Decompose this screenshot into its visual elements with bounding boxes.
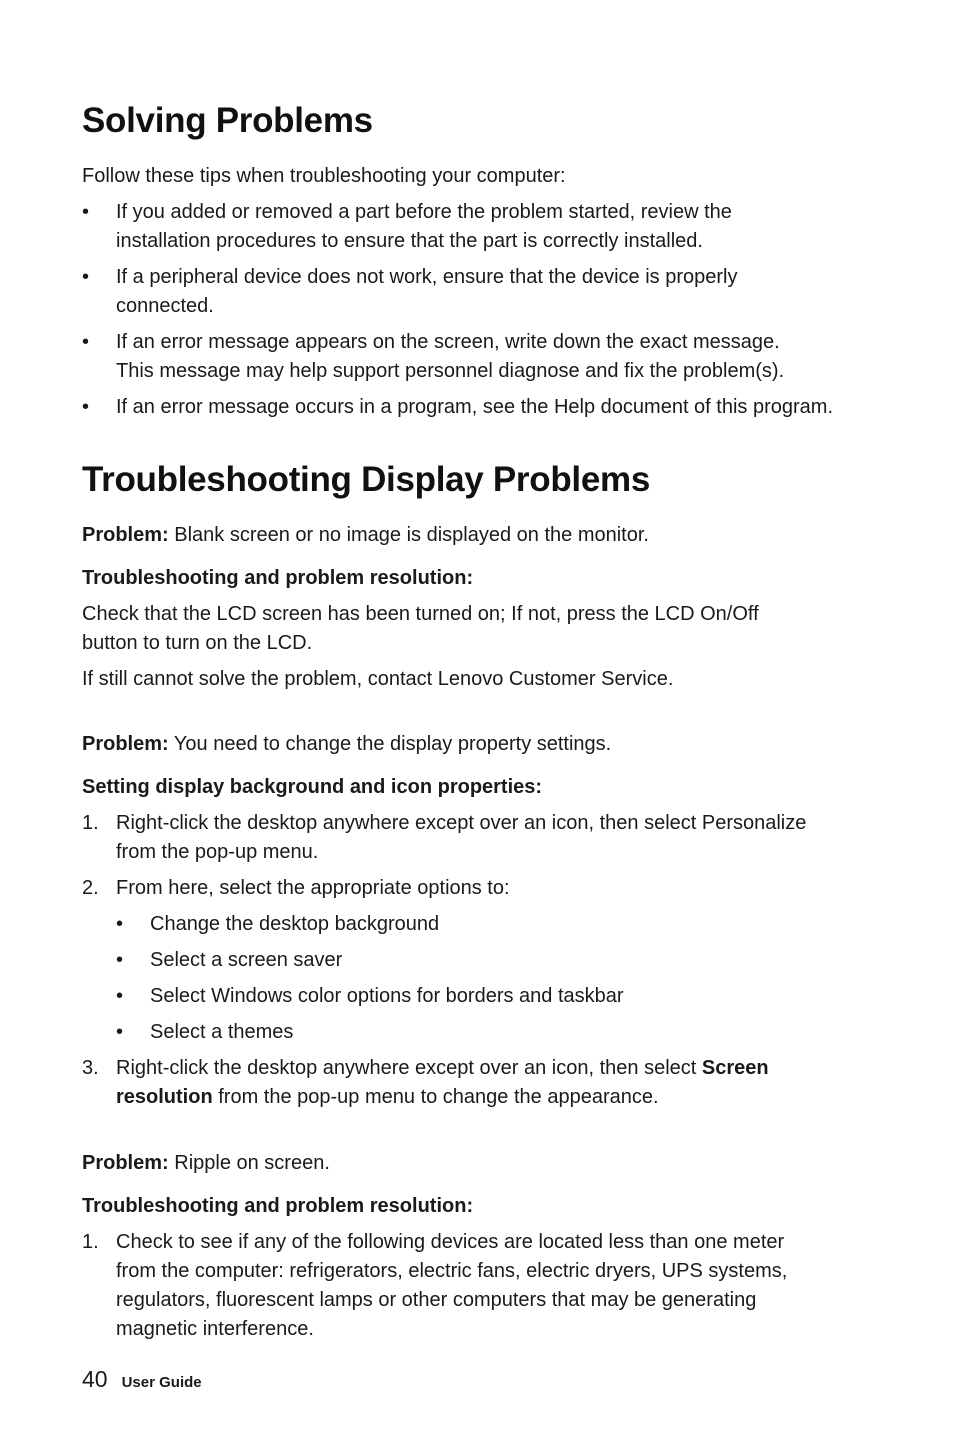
list-item: • Change the desktop background	[116, 913, 440, 935]
list-item: 3. Right-click the desktop anywhere except over an icon, then select Screen resolution from the pop-up menu to change the appearance.	[82, 1057, 769, 1108]
resolution-heading-1: Troubleshooting and problem resolution:	[82, 567, 474, 589]
resolution-heading-3: Troubleshooting and problem resolution:	[82, 1195, 474, 1217]
page-number: 40	[82, 1366, 108, 1392]
settings-heading: Setting display background and icon properties:	[82, 776, 543, 798]
problem-3: Problem: Ripple on screen.	[82, 1152, 330, 1174]
list-item: • If a peripheral device does not work, ensure that the device is properly connected.	[82, 266, 738, 317]
section-title-solving-problems: Solving Problems	[82, 101, 373, 140]
paragraph: Check that the LCD screen has been turned on; If not, press the LCD On/Off button to turn on the LCD.	[82, 603, 759, 654]
list-item: • If an error message appears on the screen, write down the exact message. This message may help support personnel diagnose and fix the problem(s).	[82, 331, 785, 382]
list-item: 2. From here, select the appropriate options to:	[82, 877, 510, 899]
list-item: • Select Windows color options for borders and taskbar	[116, 985, 624, 1007]
page-footer	[82, 1366, 202, 1393]
problem-2: Problem: You need to change the display property settings.	[82, 733, 612, 755]
problem-1: Problem: Blank screen or no image is displayed on the monitor.	[82, 524, 649, 546]
intro-text: Follow these tips when troubleshooting your computer:	[82, 165, 566, 187]
document-name: User Guide	[121, 1374, 202, 1391]
paragraph: If still cannot solve the problem, contact Lenovo Customer Service.	[82, 668, 674, 690]
list-item: • If you added or removed a part before the problem started, review the installation procedures to ensure that the part is correctly installed.	[82, 201, 732, 252]
list-item: 1. Right-click the desktop anywhere except over an icon, then select Personalize from the pop-up menu.	[82, 812, 807, 863]
list-item: • Select a themes	[116, 1021, 294, 1043]
list-item: 1. Check to see if any of the following devices are located less than one meter from the computer: refrigerators, electric fans, electric dryers, UPS systems, regulators, fluorescent lamps or other computers that may be generating magnetic interference.	[82, 1231, 788, 1340]
list-item: • If an error message occurs in a program, see the Help document of this program.	[82, 396, 834, 418]
list-item: • Select a screen saver	[116, 949, 343, 971]
section-title-display-problems: Troubleshooting Display Problems	[82, 460, 650, 499]
